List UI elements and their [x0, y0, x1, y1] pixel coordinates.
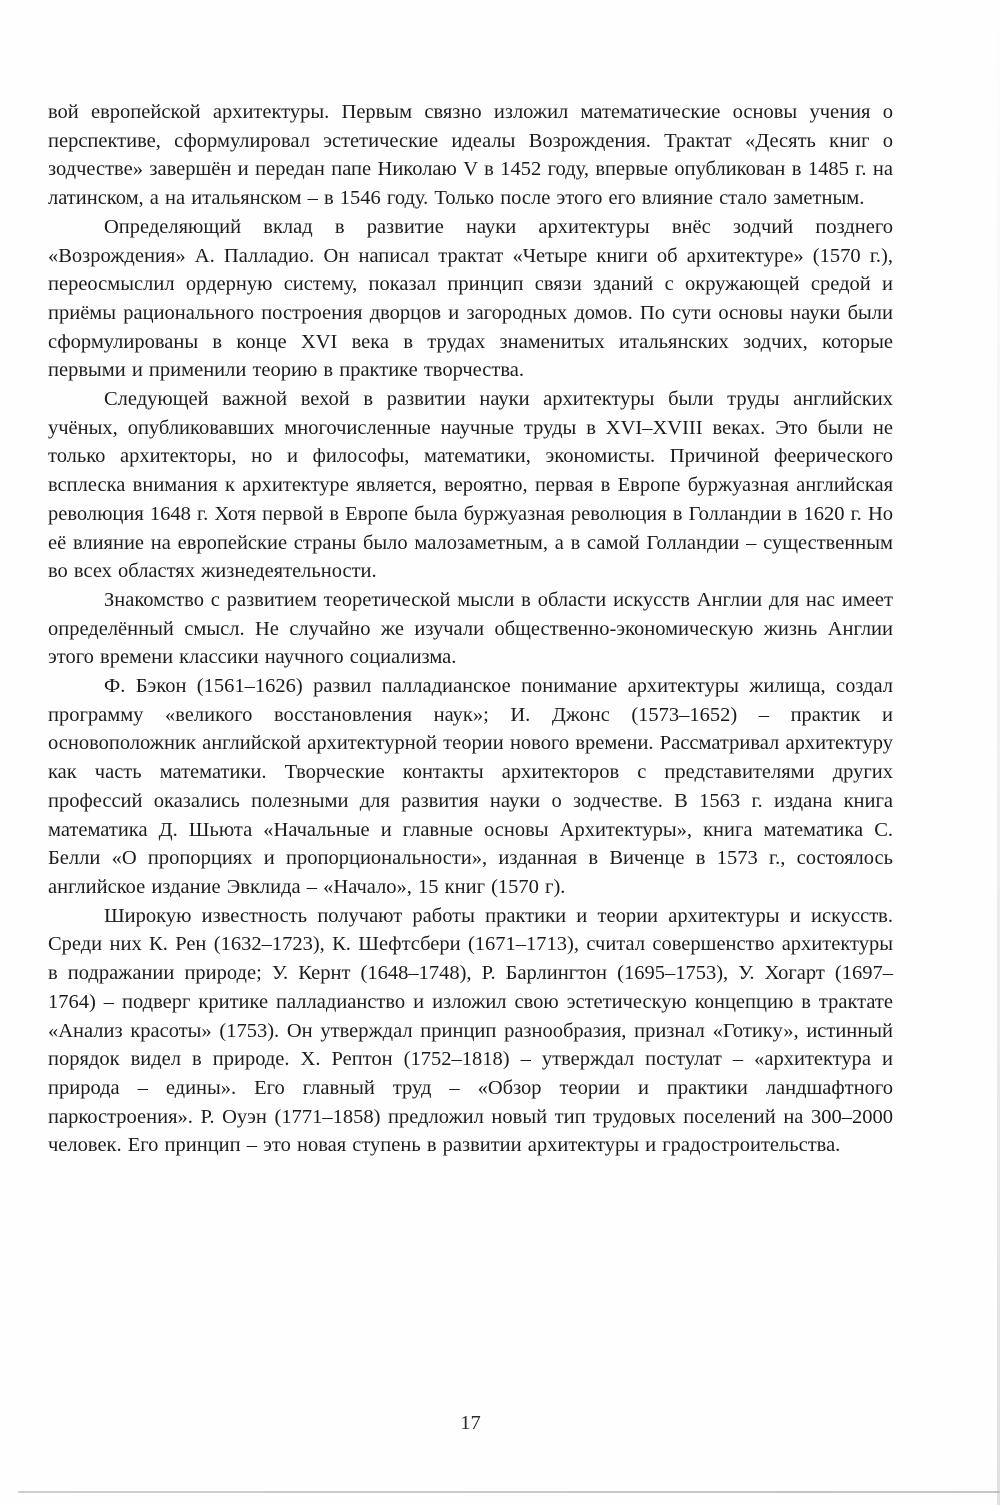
paragraph: Знакомство с развитием теоретической мысли в области искусств Англии для нас имеет определённый смысл. Не случайно же изучали общественно-экономическую жизнь Англии этого времени классики научного социализма. — [48, 588, 893, 669]
paragraph: Широкую известность получают работы практики и теории архитектуры и искусств. Среди них К. Рен (1632–1723), К. Шефтсбери (1671–1713), считал совершенство архитектуры в подражании природе; У. Кернт (1648–1748), Р. Барлингтон (1695–1753), У. Хогарт (1697–1764) – подверг критике палладианство и изложил свою эстетическую концепцию в трактате «Анализ красоты» (1753). Он утверждал принцип разнообразия, признал «Готику», истинный порядок видел в природе. Х. Рептон (1752–1818) – утверждал постулат – «архитектура и природа – едины». Его главный труд – «Обзор теории и практики ландшафтного паркостроения». Р. Оуэн (1771–1858) предложил новый тип трудовых поселений на 300–2000 человек. Его принцип – это новая ступень в развитии архитектуры и градостроительства. — [48, 904, 893, 1157]
paragraph: Ф. Бэкон (1561–1626) развил палладианское понимание архитектуры жилища, создал программу «великого восстановления наук»; И. Джонс (1573–1652) – практик и основоположник английской архитектурной теории нового времени. Рассматривал архитектуру как часть математики. Творческие контакты архитекторов с представителями других профессий оказались полезными для развития науки о зодчестве. В 1563 г. издана книга математика Д. Шьюта «Начальные и главные основы Архитектуры», книга математика С. Белли «О пропорциях и пропорциональности», изданная в Виченце в 1573 г., состоялось английское издание Эвклида – «Начало», 15 книг (1570 г). — [48, 675, 893, 898]
paragraph: Определяющий вклад в развитие науки архитектуры внёс зодчий позднего «Возрождения» А. Палладио. Он написал трактат «Четыре книги об архитектуре» (1570 г.), переосмыслил ордерную систему, показал принцип связи зданий с окружающей средой и приёмы рационального построения дворцов и загородных домов. По сути основы науки были сформулированы в конце XVI века в трудах знаменитых итальянских зодчих, которые первыми и применили теорию в практике творчества. — [48, 215, 893, 382]
page-text — [48, 98, 893, 1160]
paragraph: Следующей важной вехой в развитии науки архитектуры были труды английских учёных, опубликовавших многочисленные научные труды в XVI–XVIII веках. Это были не только архитекторы, но и философы, математики, экономисты. Причиной феерического всплеска внимания к архитектуре является, вероятно, первая в Европе буржуазная английская революция 1648 г. Хотя первой в Европе была буржуазная революция в Голландии в 1620 г. Но её влияние на европейские страны было малозаметным, а в самой Голландии – существенным во всех областях жизнедеятельности. — [48, 388, 893, 583]
page-number: 17 — [460, 1412, 481, 1434]
paragraph: вой европейской архитектуры. Первым связно изложил математические основы учения о перспективе, сформулировал эстетические идеалы Возрождения. Трактат «Десять книг о зодчестве» завершён и передан папе Николаю V в 1452 году, впервые опубликован в 1485 г. на латинском, а на итальянском – в 1546 году. Только после этого его влияние стало заметным. — [48, 101, 893, 210]
scan-edge-bottom — [18, 1491, 1000, 1493]
